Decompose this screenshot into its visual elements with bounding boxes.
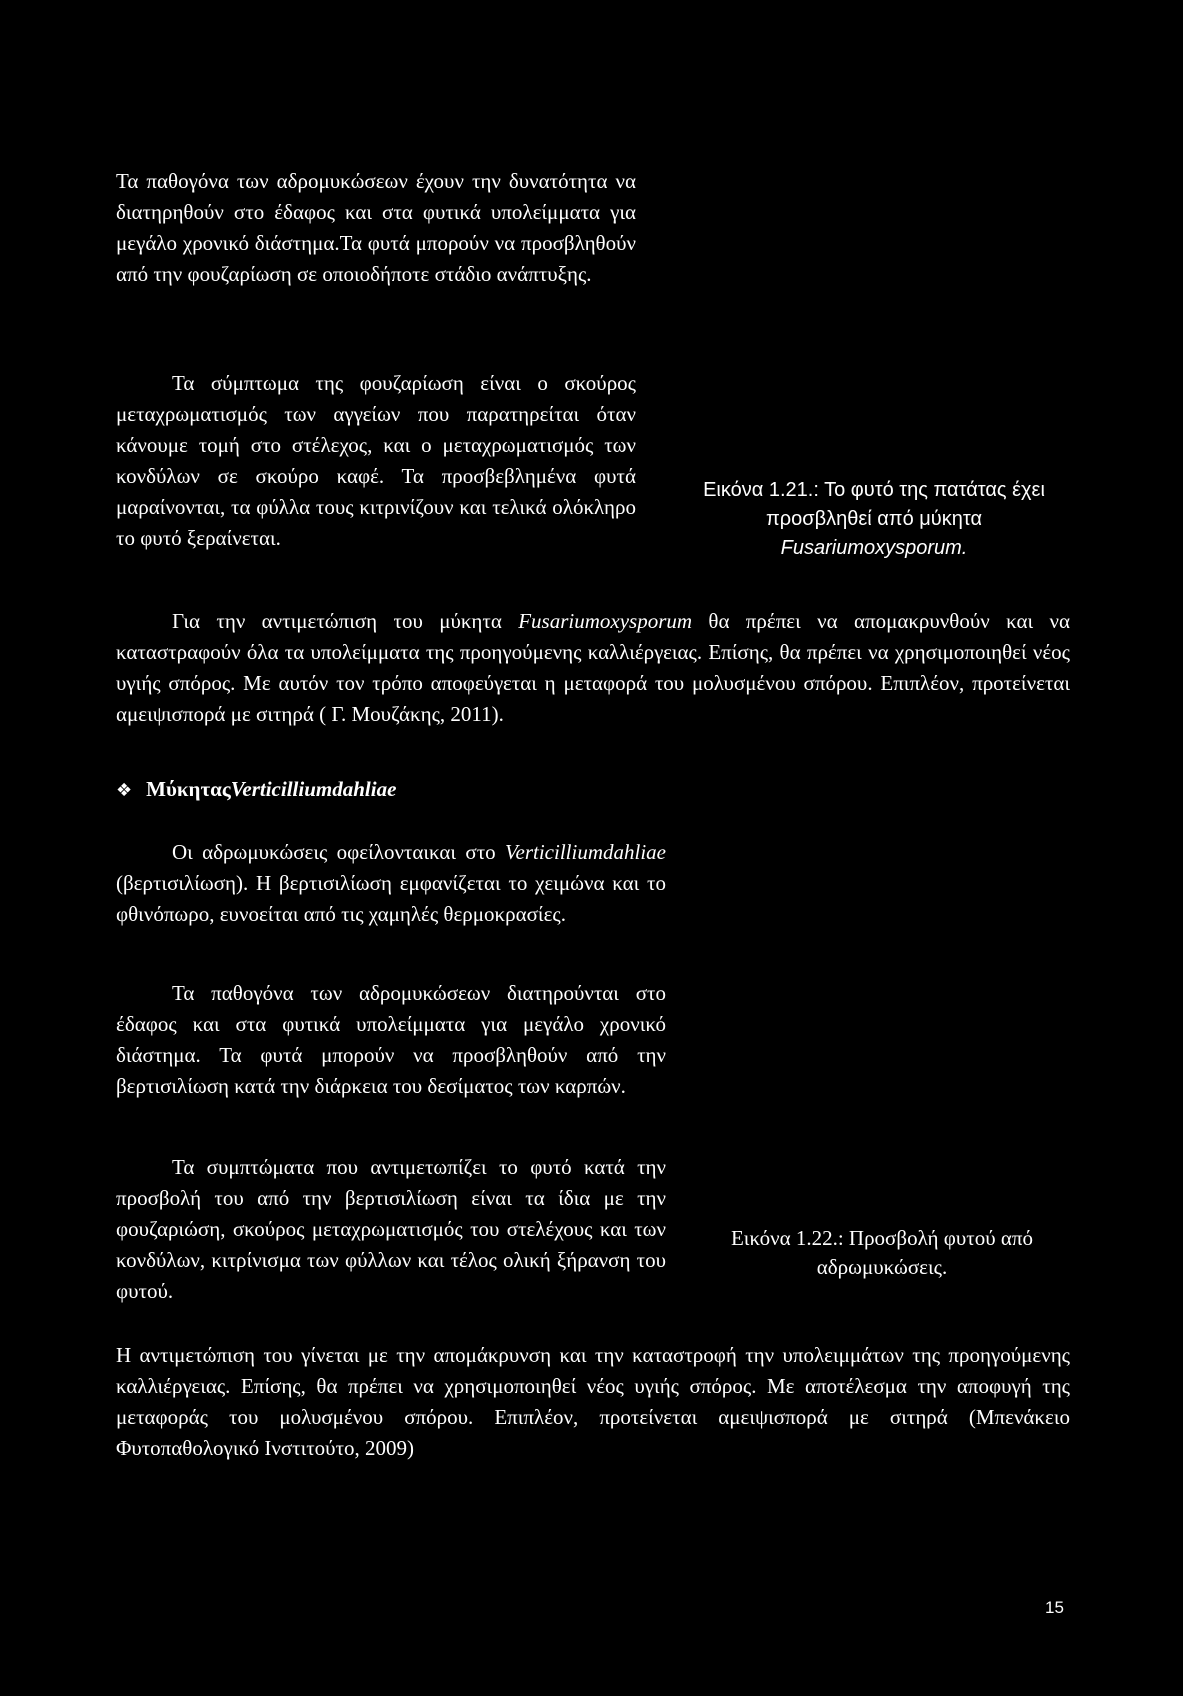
diamond-bullet-icon: ❖ [116, 780, 133, 801]
verticillium-symptoms-paragraph: Τα συμπτώματα που αντιμετωπίζει το φυτό κατά την προσβολή του από την βερτισιλίωση είναι τα ίδια με την φουζαριώση, σκούρος μεταχρωματισμός του στελέχους και των κονδύλων, κιτρίνισμα των φύλλων και τέλος ολική ξήρανση του φυτού. [116, 1155, 666, 1303]
caption-species: Fusariumoxysporum. [780, 537, 968, 559]
text-run: Οι αδρωμυκώσεις οφείλονταικαι στο [172, 840, 506, 864]
text-run: θα πρέπει να απομακρυνθούν και να καταστραφούν όλα τα υπολείμματα της προηγούμενης καλλιέργειας. Επίσης, θα πρέπει να χρησιμοποιηθεί νέος υγιής σπόρος. Με αυτόν τον τρόπο αποφεύγεται η μεταφορά του μολυσμένου σπόρου. Επιπλέον, προτείνεται αμειψισπορά με σιτηρά ( Γ. Μουζάκης, 2011). [116, 609, 1070, 726]
species-name: Verticilliumdahliae [505, 840, 666, 864]
heading-species: Verticilliumdahliae [230, 777, 397, 801]
caption-line: Εικόνα 1.21.: Το φυτό της πατάτας έχει [703, 479, 1045, 501]
caption-line: προσβληθεί από μύκητα [765, 508, 983, 530]
page-number: 15 [1045, 1598, 1064, 1617]
verticillium-treatment-paragraph: Η αντιμετώπιση του γίνεται με την απομάκρυνση και την καταστροφή την υπολειμμάτων της προηγούμενης καλλιέργειας. Επίσης, θα πρέπει να χρησιμοποιηθεί νέος υγιής σπόρος. Με αποτέλεσμα την αποφυγή της μεταφοράς του μολυσμένου σπόρου. Επιπλέον, προτείνεται αμειψισπορά με σιτηρά (Μπενάκειο Φυτοπαθολογικό Ινστιτούτο, 2009) [116, 1343, 1070, 1460]
caption-line: Εικόνα 1.22.: Προσβολή φυτού από [730, 1226, 1034, 1250]
text-run: (βερτισιλίωση). Η βερτισιλίωση εμφανίζεται το χειμώνα και το φθινόπωρο, ευνοείται από τις χαμηλές θερμοκρασίες. [116, 871, 666, 926]
species-name: Fusariumoxysporum [518, 609, 693, 633]
intro-paragraph: Τα παθογόνα των αδρομυκώσεων έχουν την δυνατότητα να διατηρηθούν στο έδαφος και στα φυτικά υπολείμματα για μεγάλο χρονικό διάστημα.Τα φυτά μπορούν να προσβληθούν από την φουζαρίωση σε οποιοδήποτε στάδιο ανάπτυξης. [116, 169, 636, 286]
heading-prefix: Μύκητας [146, 777, 231, 801]
verticillium-pathogens-paragraph: Τα παθογόνα των αδρομυκώσεων διατηρούνται στο έδαφος και στα φυτικά υπολείμματα για μεγάλο χρονικό διάστημα. Τα φυτά μπορούν να προσβληθούν από την βερτισιλίωση κατά την διάρκεια του δεσίματος των καρπών. [116, 981, 666, 1098]
figure-caption-1-22 [682, 1224, 1082, 1282]
section-heading-verticillium [116, 777, 396, 802]
symptoms-paragraph: Τα σύμπτωμα της φουζαρίωση είναι ο σκούρος μεταχρωματισμός των αγγείων που παρατηρείται όταν κάνουμε τομή στο στέλεχος, και ο μεταχρωματισμός των κονδύλων σε σκούρο καφέ. Τα προσβεβλημένα φυτά μαραίνονται, τα φύλλα τους κιτρινίζουν και τελικά ολόκληρο το φυτό ξεραίνεται. [116, 371, 636, 550]
text-run: Για την αντιμετώπιση του μύκητα [172, 609, 519, 633]
fusarium-treatment-paragraph [116, 606, 1070, 730]
caption-line: αδρωμυκώσεις. [816, 1255, 948, 1279]
figure-caption-1-21 [664, 476, 1084, 563]
verticillium-intro-paragraph [116, 837, 666, 930]
